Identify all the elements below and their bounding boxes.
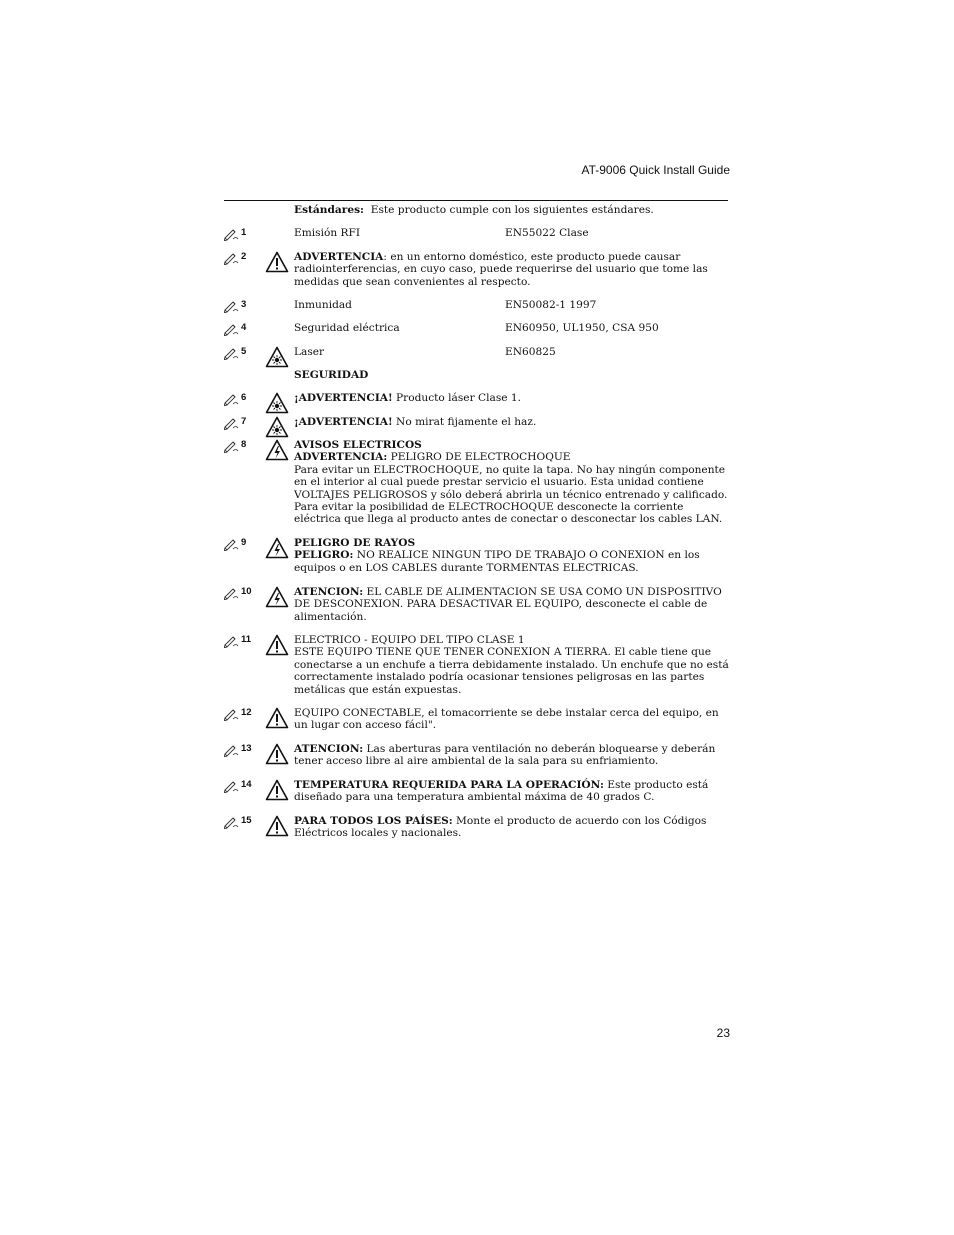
running-header: AT-9006 Quick Install Guide [581, 163, 730, 177]
item-label: ¡ADVERTENCIA! [294, 392, 393, 404]
pen-icon [224, 816, 239, 829]
item-text: Producto láser Clase 1. [392, 392, 521, 404]
laser-warning-icon [265, 346, 289, 368]
laser-warning-icon [265, 392, 289, 414]
item-text: Este producto está diseñado para una temperatura ambiental máxima de 40 grados C. [294, 779, 709, 804]
item-text: NO REALICE NINGUN TIPO DE TRABAJO O CONEXION en los equipos o en LOS CABLES durante TORMENTAS ELECTRICAS. [294, 549, 700, 574]
item-left: Inmunidad [294, 299, 352, 311]
item-text: ESTE EQUIPO TIENE QUE TENER CONEXION A TIERRA. El cable tiene que conectarse a un enchufe a tierra debidamente instalado. Un enchufe que no está correctamente instalado podría ocasionar tensiones peligrosas en las partes metálicas que están expuestas. [294, 646, 729, 696]
item-label: ATENCION: [294, 586, 364, 598]
item-marker [224, 416, 262, 430]
pen-icon [224, 587, 239, 600]
item-number: 7 [241, 416, 247, 427]
item-marker [224, 707, 262, 721]
item-right: EN60825 [505, 346, 556, 358]
item-number: 15 [241, 815, 252, 826]
item-marker [224, 743, 262, 757]
item-label: ADVERTENCIA: [294, 451, 388, 464]
item-number: 10 [241, 586, 252, 597]
item-text: No mirat fijamente el haz. [392, 416, 537, 428]
seguridad-heading: SEGURIDAD [294, 369, 369, 381]
item-number: 9 [241, 537, 247, 548]
pen-icon [224, 538, 239, 551]
item-heading: AVISOS ELECTRICOS [294, 439, 422, 451]
standards-label: Estándares: [294, 204, 364, 216]
item-marker [224, 779, 262, 793]
warning-exclamation-icon [265, 707, 289, 729]
page-number: 23 [716, 1026, 730, 1040]
item-text: Para evitar un ELECTROCHOQUE, no quite la tapa. No hay ningún componente en el interior al cual puede prestar servicio el usuario. Esta unidad contiene VOLTAJES PELIGROSOS y sólo deberá abrirla un técnico entrenado y calificado. Para evitar la posibilidad de ELECTROCHOQUE desconecte la corriente eléctrica que llega al producto antes de conectar o desconectar los cables LAN. [294, 463, 728, 526]
item-left: Seguridad eléctrica [294, 322, 400, 334]
warning-exclamation-icon [265, 251, 289, 273]
item-number: 12 [241, 707, 252, 718]
item-left: Laser [294, 346, 325, 358]
pen-icon [224, 440, 239, 453]
item-marker [224, 392, 262, 406]
pen-icon [224, 635, 239, 648]
warning-exclamation-icon [265, 779, 289, 801]
item-right: EN55022 Clase [505, 227, 589, 239]
item-text: Las aberturas para ventilación no deberán bloquearse y deberán tener acceso libre al aire ambiental de la sala para su enfriamiento. [294, 743, 716, 768]
item-number: 13 [241, 743, 252, 754]
item-number: 1 [241, 227, 247, 238]
item-number: 11 [241, 634, 252, 645]
item-number: 4 [241, 322, 247, 333]
item-label: PARA TODOS LOS PAÍSES: [294, 815, 453, 827]
item-label: ¡ADVERTENCIA! [294, 416, 393, 428]
item-text: EL CABLE DE ALIMENTACION SE USA COMO UN DISPOSITIVO DE DESCONEXION. PARA DESACTIVAR EL EQUIPO, desconecte el cable de alimentación. [294, 586, 722, 623]
item-marker [224, 634, 262, 648]
item-marker [224, 439, 262, 453]
item-marker [224, 322, 262, 336]
item-heading: ELECTRICO - EQUIPO DEL TIPO CLASE 1 [294, 634, 525, 646]
item-number: 6 [241, 392, 247, 403]
pen-icon [224, 228, 239, 241]
header-rule [224, 200, 728, 201]
item-label: ADVERTENCIA [294, 251, 384, 263]
item-number: 14 [241, 779, 252, 790]
electric-shock-warning-icon [265, 537, 289, 559]
item-label-text: PELIGRO DE ELECTROCHOQUE [387, 451, 571, 464]
pen-icon [224, 780, 239, 793]
electric-shock-warning-icon [265, 439, 289, 461]
item-right: EN50082-1 1997 [505, 299, 597, 311]
item-text: : en un entorno doméstico, este producto puede causar radiointerferencias, en cuyo caso, puede requerirse del usuario que tome las medidas que sean convenientes al respecto. [294, 251, 708, 288]
item-label: TEMPERATURA REQUERIDA PARA LA OPERACIÓN: [294, 779, 604, 791]
warning-exclamation-icon [265, 743, 289, 765]
item-text: EQUIPO CONECTABLE, el tomacorriente se debe instalar cerca del equipo, en un lugar con acceso fácil". [294, 707, 719, 732]
warning-exclamation-icon [265, 634, 289, 656]
item-marker [224, 537, 262, 551]
item-number: 8 [241, 439, 247, 450]
standards-text: Este producto cumple con los siguientes estándares. [370, 204, 654, 216]
pen-icon [224, 708, 239, 721]
pen-icon [224, 323, 239, 336]
item-right: EN60950, UL1950, CSA 950 [505, 322, 659, 334]
electric-shock-warning-icon [265, 586, 289, 608]
item-marker [224, 586, 262, 600]
pen-icon [224, 300, 239, 313]
item-left: Emisión RFI [294, 227, 361, 239]
item-marker [224, 815, 262, 829]
pen-icon [224, 744, 239, 757]
item-number: 3 [241, 299, 247, 310]
pen-icon [224, 252, 239, 265]
item-number: 5 [241, 346, 247, 357]
laser-warning-icon [265, 416, 289, 438]
pen-icon [224, 347, 239, 360]
item-marker [224, 299, 262, 313]
item-text: Monte el producto de acuerdo con los Códigos Eléctricos locales y nacionales. [294, 815, 707, 840]
item-marker [224, 251, 262, 265]
item-label: PELIGRO: [294, 549, 354, 562]
item-number: 2 [241, 251, 247, 262]
pen-icon [224, 393, 239, 406]
item-marker [224, 346, 262, 360]
item-marker [224, 227, 262, 241]
item-label: ATENCION: [294, 743, 364, 755]
pen-icon [224, 417, 239, 430]
warning-exclamation-icon [265, 815, 289, 837]
item-heading: PELIGRO DE RAYOS [294, 537, 416, 549]
